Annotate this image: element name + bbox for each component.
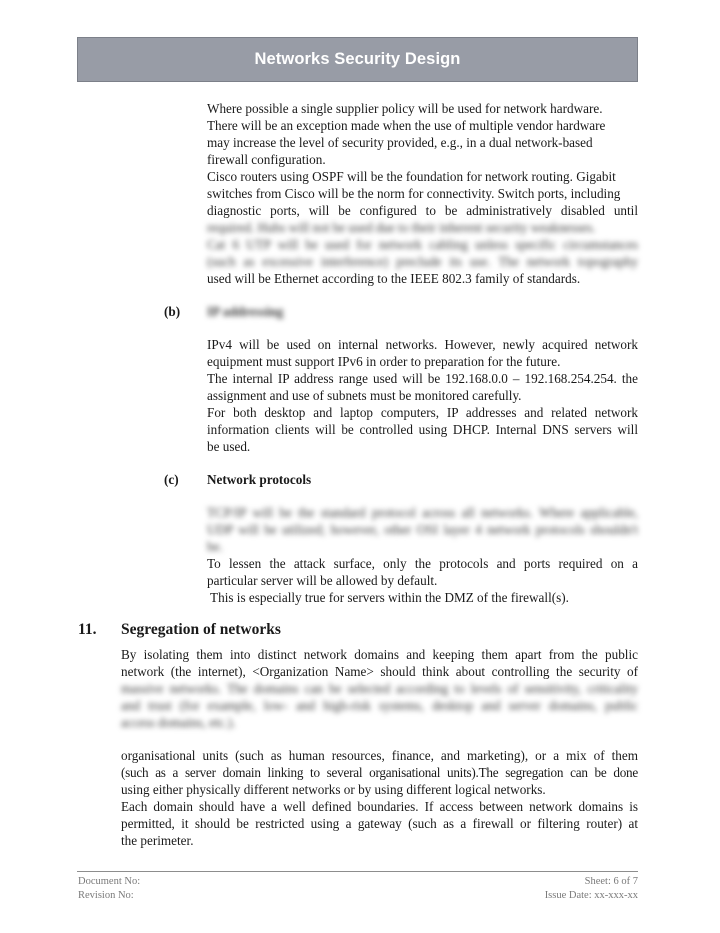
text-line: equipment must support IPv6 in order to preparation for the future. xyxy=(207,354,561,369)
section-a-body xyxy=(207,100,638,287)
footer-sheet: Sheet: 6 of 7 xyxy=(584,876,638,887)
text-line: For both desktop and laptop computers, IP addresses and related network xyxy=(207,405,638,420)
blurred-text-line: be. xyxy=(207,539,223,554)
text-line: be used. xyxy=(207,439,251,454)
footer-document-no: Document No: xyxy=(78,876,141,887)
section-11-body xyxy=(121,747,638,849)
page-title-bar xyxy=(77,37,638,82)
text-line: To lessen the attack surface, only the protocols and ports required on a xyxy=(207,556,638,571)
blurred-text-line: massive networks. The domains can be selected according to levels of sensitivity, criticality xyxy=(121,681,638,696)
text-line: organisational units (such as human resources, finance, and marketing), or a mix of them xyxy=(121,748,638,763)
footer-divider xyxy=(77,871,638,872)
section-b-heading: IP addressing xyxy=(207,304,284,319)
text-line: Each domain should have a well defined boundaries. If access between network domains is xyxy=(121,799,638,814)
text-line: used will be Ethernet according to the IEEE 802.3 family of standards. xyxy=(207,271,581,286)
text-line: firewall configuration. xyxy=(207,152,326,167)
section-11-title: Segregation of networks xyxy=(121,621,281,638)
section-c-body xyxy=(207,504,638,606)
text-line: There will be an exception made when the use of multiple vendor hardware xyxy=(207,118,606,133)
section-c-heading: Network protocols xyxy=(207,472,312,487)
text-line: IPv4 will be used on internal networks. However, newly acquired network xyxy=(207,337,638,352)
blurred-text-line: (such as excessive interference) preclude its use. The network topography xyxy=(207,254,638,269)
blurred-text-line: access domains, etc.). xyxy=(121,715,236,730)
blurred-text-line: TCP/IP will be the standard protocol across all networks. Where applicable, xyxy=(207,505,638,520)
text-line: particular server will be allowed by default. xyxy=(207,573,438,588)
section-b-label: (b) xyxy=(164,304,181,319)
text-line: diagnostic ports, will be configured to be administratively disabled until xyxy=(207,203,638,218)
text-line: By isolating them into distinct network domains and keeping them apart from the public xyxy=(121,647,638,662)
text-line: (such as a server domain linking to several organisational units).The segregation can be done xyxy=(121,765,638,780)
footer-issue-date: Issue Date: xx-xxx-xx xyxy=(544,890,638,901)
text-line: switches from Cisco will be the norm for connectivity. Switch ports, including xyxy=(207,186,621,201)
text-line: network (the internet), <Organization Name> should think about controlling the security of xyxy=(121,664,638,679)
text-line: the perimeter. xyxy=(121,833,194,848)
section-11-number: 11. xyxy=(78,621,97,638)
blurred-text-line: and trust (for example, low- and high-risk systems, desktop and server domains, public xyxy=(121,698,638,713)
section-11-intro xyxy=(121,646,638,731)
text-line: The internal IP address range used will be 192.168.0.0 – 192.168.254.254. the xyxy=(207,371,638,386)
text-line: assignment and use of subnets must be monitored carefully. xyxy=(207,388,522,403)
text-line: using either physically different networks or by using different logical networks. xyxy=(121,782,546,797)
section-c-label: (c) xyxy=(164,472,179,487)
text-line: may increase the level of security provided, e.g., in a dual network-based xyxy=(207,135,593,150)
blurred-text-line: UDP will be utilized; however, other OSI layer 4 network protocols shouldn't xyxy=(207,522,638,537)
footer-revision-no: Revision No: xyxy=(78,890,134,901)
blurred-text-line: required. Hubs will not be used due to their inherent security weaknesses. xyxy=(207,220,596,235)
text-line: This is especially true for servers within the DMZ of the firewall(s). xyxy=(207,590,569,605)
text-line: Where possible a single supplier policy will be used for network hardware. xyxy=(207,101,603,116)
blurred-text-line: Cat 6 UTP will be used for network cabling unless specific circumstances xyxy=(207,237,638,252)
text-line: information clients will be controlled using DHCP. Internal DNS servers will xyxy=(207,422,638,437)
text-line: Cisco routers using OSPF will be the foundation for network routing. Gigabit xyxy=(207,169,616,184)
text-line: permitted, it should be restricted using a gateway (such as a firewall or filtering router) at xyxy=(121,816,638,831)
page-title: Networks Security Design xyxy=(254,50,461,68)
section-b-body xyxy=(207,336,638,455)
